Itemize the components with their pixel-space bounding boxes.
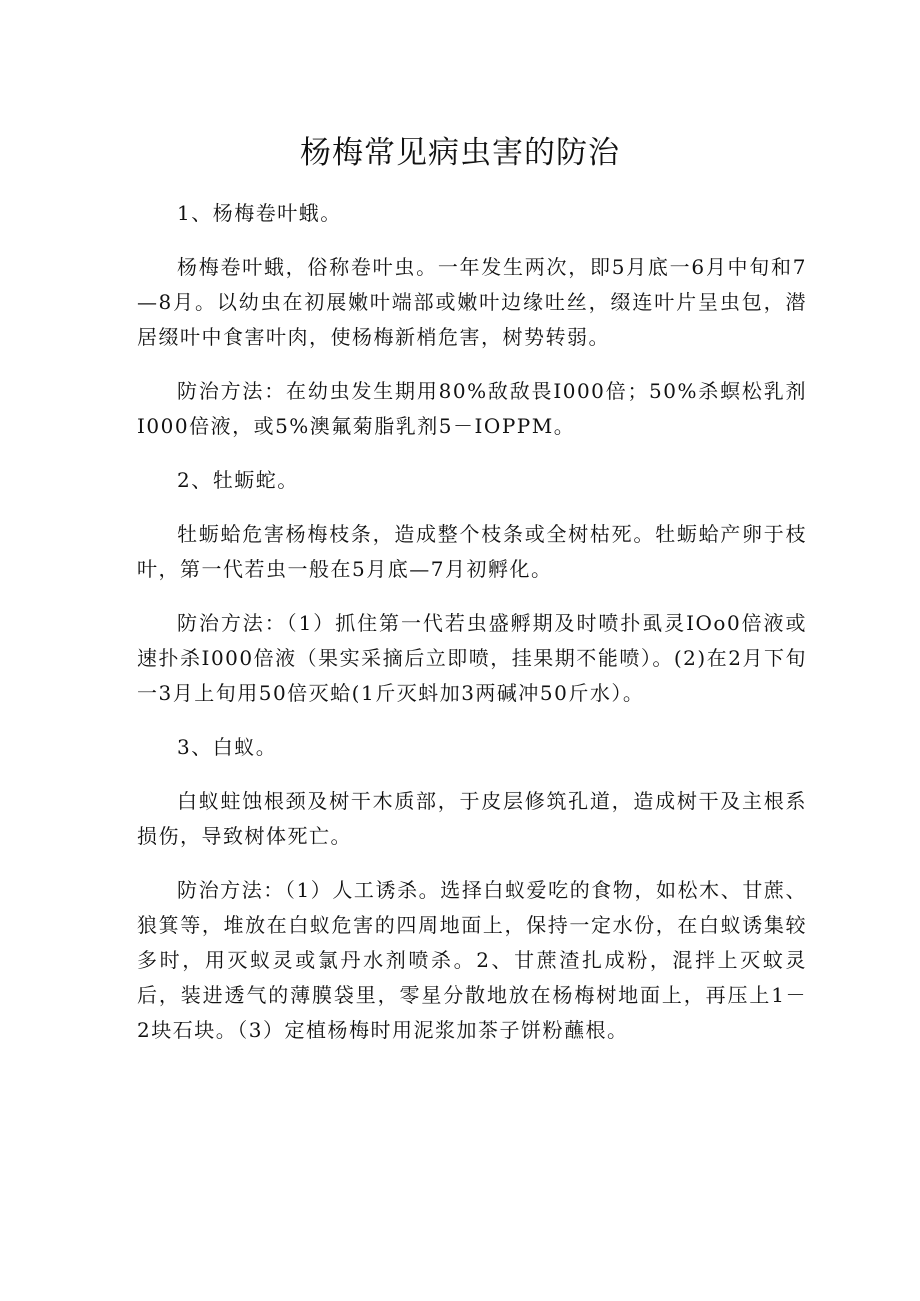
document-body	[137, 196, 807, 1067]
section-heading: 2、牡蛎蛇。	[177, 468, 299, 492]
section-1	[137, 196, 807, 444]
section-paragraph: 防治方法：（1）人工诱杀。选择白蚁爱吃的食物，如松木、甘蔗、狼箕等，堆放在白蚁危害的四周地面上，保持一定水份，在白蚁诱集较多时，用灭蚁灵或氯丹水剂喷杀。2、甘蔗渣扎成粉，混拌上灭蚊灵后，装进透气的薄膜袋里，零星分散地放在杨梅树地面上，再压上1－2块石块。（3）定植杨梅时用泥浆加茶子饼粉蘸根。	[137, 878, 807, 1042]
section-heading: 3、白蚁。	[177, 735, 278, 759]
section-paragraph: 白蚁蛀蚀根颈及树干木质部，于皮层修筑孔道，造成树干及主根系损伤，导致树体死亡。	[137, 789, 807, 848]
section-3	[137, 730, 807, 1048]
section-paragraph: 杨梅卷叶蛾，俗称卷叶虫。一年发生两次，即5月底一6月中旬和7—8月。以幼虫在初展嫩叶端部或嫩叶边缘吐丝，缀连叶片呈虫包，潜居缀叶中食害叶肉，使杨梅新梢危害，树势转弱。	[137, 255, 807, 349]
section-paragraph: 牡蛎蛤危害杨梅枝条，造成整个枝条或全树枯死。牡蛎蛤产卵于枝叶，第一代若虫一般在5月底—7月初孵化。	[137, 522, 807, 581]
section-2	[137, 463, 807, 711]
section-paragraph: 防治方法：（1）抓住第一代若虫盛孵期及时喷扑虱灵IOo0倍液或速扑杀I000倍液（果实采摘后立即喷，挂果期不能喷）。(2)在2月下旬一3月上旬用50倍灭蛤(1斤灭蚪加3两碱冲50斤水）。	[137, 611, 807, 705]
document-title: 杨梅常见病虫害的防治	[300, 135, 620, 171]
section-paragraph: 防治方法：在幼虫发生期用80%敌敌畏I000倍；50%杀螟松乳剂I000倍液，或5%澳氟菊脂乳剂5－IOPPM。	[137, 379, 807, 438]
section-heading: 1、杨梅卷叶蛾。	[177, 201, 342, 225]
